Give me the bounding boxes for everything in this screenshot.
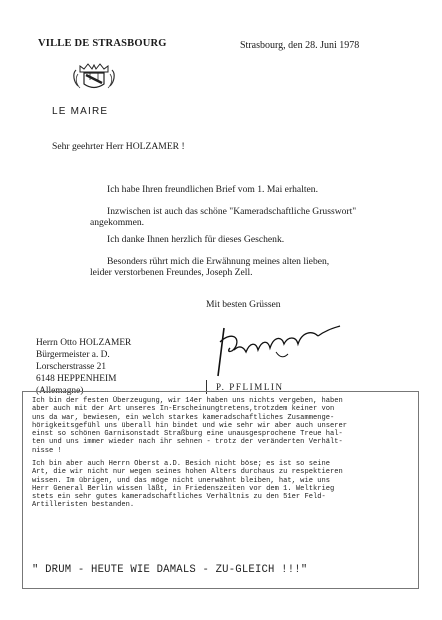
paragraph-3: Ich danke Ihnen herzlich für dieses Geschenk.: [107, 234, 285, 245]
strasbourg-coat-of-arms-icon: [72, 60, 116, 92]
handwritten-signature-icon: [210, 322, 350, 378]
typed-note-line: wissen. Im übrigen, und das möge nicht unerwähnt bleiben, hat, wie uns: [32, 476, 330, 485]
typed-note-line: aber auch mit der Art unseres In-Erscheinungtretens,trotzdem keiner von: [32, 405, 335, 414]
typed-note-line: nisse !: [32, 446, 62, 455]
address-line-1: Herrn Otto HOLZAMER: [36, 338, 132, 348]
typed-note-line: uns da war, bewiesen, ein welch starkes kameradschaftliches Zusammenge-: [32, 413, 335, 422]
role-title: LE MAIRE: [52, 106, 109, 117]
address-line-3: Lorscherstrasse 21: [36, 362, 107, 372]
letter-date: Strasbourg, den 28. Juni 1978: [240, 40, 360, 51]
address-line-2: Bürgermeister a. D.: [36, 350, 110, 360]
paragraph-4-line-2: leider verstorbenen Freundes, Joseph Zell.: [90, 267, 253, 278]
typed-note-paragraph-2: [32, 460, 343, 510]
address-line-5: (Allemagne): [36, 386, 84, 396]
typed-note-line: Ich bin der festen Überzeugung, wir 14er haben uns nichts vergeben, haben: [32, 397, 343, 405]
typed-note-line: einst so schönen Garnisonstadt Straßburg eine unausgesprochene Treue hal-: [32, 430, 343, 439]
address-line-4: 6148 HEPPENHEIM: [36, 374, 117, 384]
typed-note-line: hörigkeitsgefühl uns überall hin bindet und wie sehr wir aber auch unserer: [32, 421, 348, 430]
paragraph-2-line-2: angekommen.: [90, 217, 145, 228]
signatory-name: P. PFLIMLIN: [216, 382, 284, 392]
typed-note-line: stets ein sehr gutes kameradschaftliches Verhältnis zu den 51er Feld-: [32, 493, 326, 502]
typed-note-line: Ich bin aber auch Herrn Oberst a.D. Besich nicht böse; es ist so seine: [32, 460, 330, 468]
salutation: Sehr geehrter Herr HOLZAMER !: [52, 141, 185, 152]
typed-note-paragraph-1: [32, 397, 347, 455]
closing: Mit besten Grüssen: [206, 299, 281, 310]
typed-note-line: Herr General Berlin wissen läßt, in Friedenszeiten vor dem 1. Weltkrieg: [32, 484, 335, 493]
motto: " DRUM - HEUTE WIE DAMALS - ZU-GLEICH !!!": [32, 564, 308, 576]
typed-note-line: Art, die wir nicht nur wegen seines hohen Alters durchaus zu respektieren: [32, 468, 343, 477]
paragraph-1: Ich habe Ihren freundlichen Brief vom 1. Mai erhalten.: [107, 184, 318, 195]
typed-note-line: Artilleristen bestanden.: [32, 501, 135, 510]
paragraph-2-line-1: Inzwischen ist auch das schöne "Kameradschaftliche Grusswort": [107, 206, 357, 217]
typed-note-line: ten und uns immer wieder nach ihr sehnen - trotz der veränderten Verhält-: [32, 438, 343, 447]
paragraph-4-line-1: Besonders rührt mich die Erwähnung meines alten lieben,: [107, 256, 330, 267]
city-name: VILLE DE STRASBOURG: [38, 38, 167, 49]
